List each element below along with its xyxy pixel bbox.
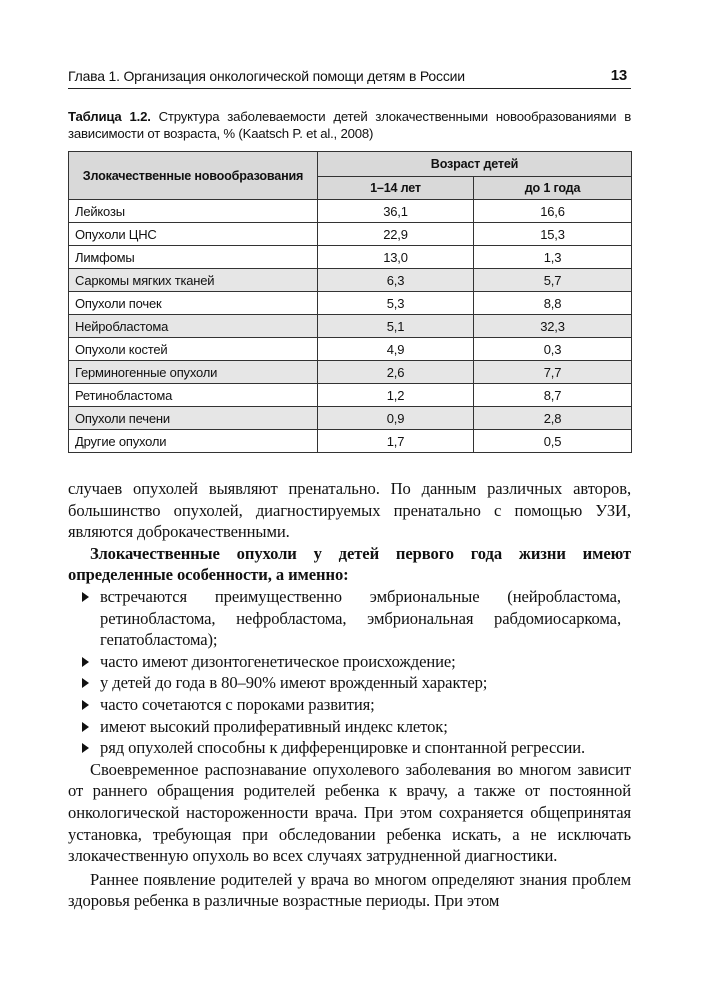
table-caption [68,108,631,142]
row-value-under-1: 5,7 [474,269,632,292]
row-value-under-1: 32,3 [474,315,632,338]
row-value-under-1: 1,3 [474,246,632,269]
list-item [78,586,631,651]
row-value-under-1: 0,5 [474,430,632,453]
header-age-under-1: до 1 года [474,177,632,200]
row-value-1-14: 0,9 [318,407,474,430]
chapter-title: Глава 1. Организация онкологической помощи детям в России [68,68,465,84]
row-value-under-1: 8,8 [474,292,632,315]
row-value-under-1: 7,7 [474,361,632,384]
list-item [78,694,631,716]
row-value-under-1: 2,8 [474,407,632,430]
row-value-1-14: 5,1 [318,315,474,338]
table-row [69,269,632,292]
running-header [68,66,631,89]
header-neoplasms: Злокачественные новообразования [69,152,318,200]
paragraph-prenatal: случаев опухолей выявляют пренатально. По данным различных авторов, большинство опухолей, диагностируемых пренатально с помощью УЗИ, являются доброкачественными. [68,479,631,542]
list-item-text: встречаются преимущественно эмбриональные (нейробластома, ретинобластома, нефробластома, эмбриональная рабдомиосаркома, гепатобластома); [100,586,621,650]
table-label: Таблица 1.2. [68,109,151,124]
row-name: Опухоли печени [69,407,318,430]
row-name: Саркомы мягких тканей [69,269,318,292]
table-row [69,200,632,223]
list-item-text: у детей до года в 80–90% имеют врожденный характер; [100,673,488,693]
row-value-1-14: 36,1 [318,200,474,223]
row-name: Опухоли ЦНС [69,223,318,246]
row-name: Опухоли почек [69,292,318,315]
paragraph-parents: Раннее появление родителей у врача во многом определяют знания проблем здоровья ребенка в различные возрастные периоды. При этом [68,869,631,911]
body-text [68,478,631,912]
row-name: Лимфомы [69,246,318,269]
list-item-text: часто имеют дизонтогенетическое происхождение; [100,651,456,671]
triangle-bullet-icon [82,592,89,602]
list-item [78,737,631,759]
triangle-bullet-icon [82,678,89,688]
row-value-under-1: 15,3 [474,223,632,246]
row-value-1-14: 4,9 [318,338,474,361]
table-row [69,338,632,361]
row-value-under-1: 16,6 [474,200,632,223]
row-name: Ретинобластома [69,384,318,407]
table-row [69,223,632,246]
paragraph-diagnosis: Своевременное распознавание опухолевого заболевания во многом зависит от раннего обращения родителей ребенка к врачу, а также от постоянной онкологической настороженности врача. При этом сохраняется общепринятая установка, требующая при обследовании ребенка искать, а не исключать злокачественную опухоль во всех случаях затрудненной диагностики. [68,759,631,866]
list-item [78,716,631,738]
row-value-1-14: 2,6 [318,361,474,384]
list-item-text: ряд опухолей способны к дифференцировке и спонтанной регрессии. [100,738,586,758]
paragraph-features-lead: Злокачественные опухоли у детей первого года жизни имеют определенные особенности, а именно: [68,543,631,585]
table-row [69,315,632,338]
list-item [78,651,631,673]
list-item-text: часто сочетаются с пороками развития; [100,694,375,714]
triangle-bullet-icon [82,657,89,667]
row-name: Герминогенные опухоли [69,361,318,384]
table-row [69,292,632,315]
book-page [68,0,631,1000]
row-name: Другие опухоли [69,430,318,453]
row-value-1-14: 22,9 [318,223,474,246]
row-value-1-14: 5,3 [318,292,474,315]
row-value-under-1: 0,3 [474,338,632,361]
incidence-table [68,151,632,453]
table-row [69,407,632,430]
table-caption-text: Структура заболеваемости детей злокачественными новообразованиями в зависимости от возраста, % (Kaatsch P. et al., 2008) [68,109,632,141]
features-list [68,586,631,759]
triangle-bullet-icon [82,700,89,710]
row-value-1-14: 13,0 [318,246,474,269]
table-row [69,430,632,453]
table-row [69,361,632,384]
row-value-1-14: 1,7 [318,430,474,453]
list-item [78,672,631,694]
row-value-under-1: 8,7 [474,384,632,407]
table-row [69,384,632,407]
header-age-group: Возраст детей [318,152,632,177]
row-name: Лейкозы [69,200,318,223]
list-item-text: имеют высокий пролиферативный индекс клеток; [100,716,448,736]
triangle-bullet-icon [82,722,89,732]
row-name: Нейробластома [69,315,318,338]
header-age-1-14: 1–14 лет [318,177,474,200]
row-value-1-14: 6,3 [318,269,474,292]
row-value-1-14: 1,2 [318,384,474,407]
table-row [69,246,632,269]
triangle-bullet-icon [82,743,89,753]
page-number: 13 [610,67,627,84]
row-name: Опухоли костей [69,338,318,361]
